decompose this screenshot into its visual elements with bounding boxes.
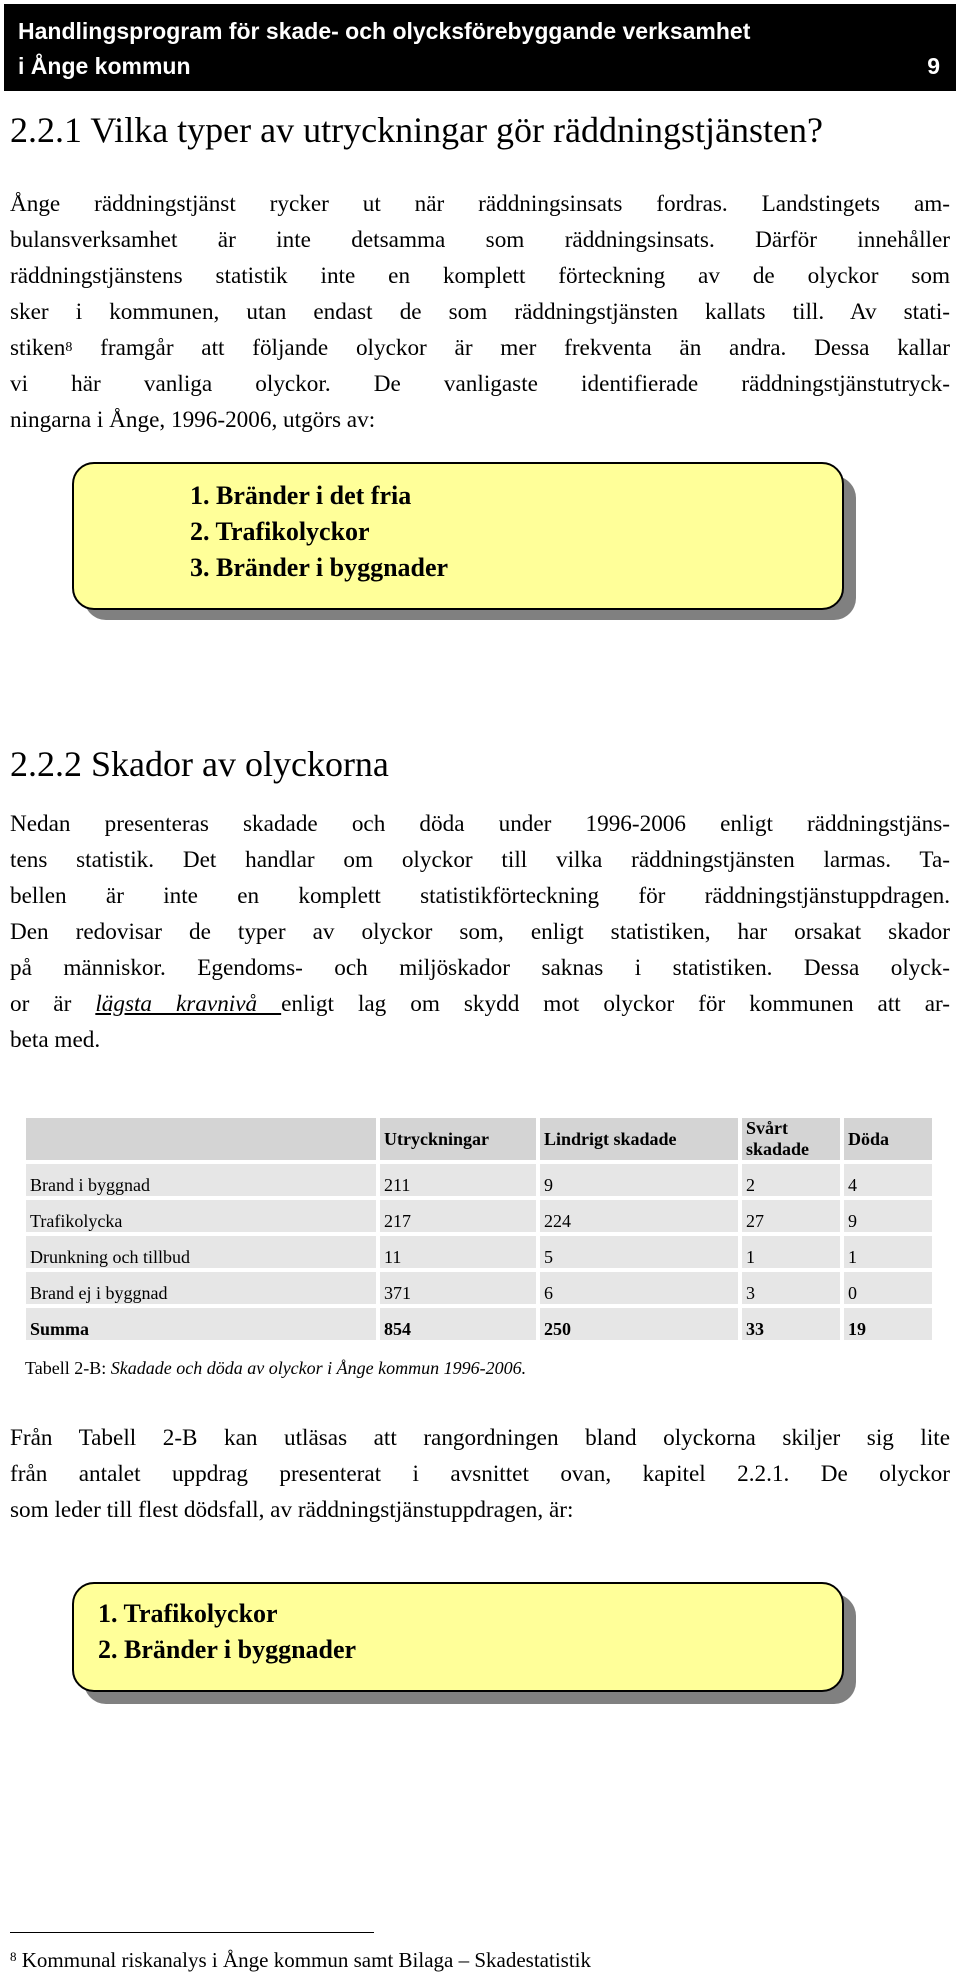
section2-paragraph — [10, 806, 950, 1058]
line-prefix: or är — [10, 991, 96, 1017]
section-heading-2-2-2: 2.2.2 Skador av olyckorna — [10, 744, 389, 784]
paragraph-line: från antalet uppdrag presenterat i avsnittet ovan, kapitel 2.2.1. De olyckor — [10, 1461, 950, 1487]
list-item: 3. Bränder i byggnader — [190, 553, 449, 582]
paragraph-line: på människor. Egendoms- och miljöskador saknas i statistiken. Dessa olyck- — [10, 955, 950, 981]
table-cell: Brand ej i byggnad — [26, 1272, 376, 1304]
table-cell: 4 — [844, 1164, 932, 1196]
table-cell: 0 — [844, 1272, 932, 1304]
table-cell: 33 — [742, 1308, 840, 1340]
header-title-line1: Handlingsprogram för skade- och olycksförebyggande verksamhet — [18, 18, 751, 44]
paragraph-line — [10, 330, 950, 366]
table-header-row — [26, 1118, 932, 1160]
line-suffix: enligt lag om skydd mot olyckor för kommunen att ar- — [281, 991, 950, 1017]
callout-common-accidents — [72, 462, 844, 610]
footnote-text: Kommunal riskanalys i Ånge kommun samt Bilaga – Skadestatistik — [16, 1948, 592, 1972]
table-caption — [25, 1358, 526, 1379]
table-cell: 250 — [540, 1308, 738, 1340]
table-cell: 1 — [742, 1236, 840, 1268]
table-cell: 854 — [380, 1308, 536, 1340]
table-cell: 5 — [540, 1236, 738, 1268]
table-cell: 9 — [844, 1200, 932, 1232]
table-cell: 2 — [742, 1164, 840, 1196]
table-header-cell: Svårt skadade — [742, 1118, 840, 1160]
table-row — [26, 1272, 932, 1304]
paragraph-line: Från Tabell 2-B kan utläsas att rangordningen bland olyckorna skiljer sig lite — [10, 1425, 950, 1451]
paragraph-line: tens statistik. Det handlar om olyckor till vilka räddningstjänsten larmas. Ta- — [10, 847, 950, 873]
section3-paragraph — [10, 1420, 950, 1528]
callout-deadly-accidents — [72, 1582, 844, 1692]
paragraph-line: ningarna i Ånge, 1996-2006, utgörs av: — [10, 407, 376, 433]
table-cell: 211 — [380, 1164, 536, 1196]
paragraph-line: sker i kommunen, utan endast de som räddningstjänsten kallats till. Av stati- — [10, 299, 950, 325]
list-item: 2. Bränder i byggnader — [98, 1635, 357, 1664]
page-header — [4, 4, 956, 91]
paragraph-line: Den redovisar de typer av olyckor som, enligt statistiken, har orsakat skador — [10, 919, 950, 945]
section-heading-2-2-1: 2.2.1 Vilka typer av utryckningar gör räddningstjänsten? — [10, 110, 823, 150]
injury-statistics-table — [22, 1114, 936, 1344]
table-cell: 6 — [540, 1272, 738, 1304]
table-cell: 224 — [540, 1200, 738, 1232]
paragraph-line: Ånge räddningstjänst rycker ut när räddningsinsats fordras. Landstingets am- — [10, 191, 950, 217]
paragraph-line: beta med. — [10, 1027, 101, 1053]
table-cell: 217 — [380, 1200, 536, 1232]
table-cell: 27 — [742, 1200, 840, 1232]
table-row — [26, 1236, 932, 1268]
section1-paragraph — [10, 186, 950, 438]
footnote — [10, 1946, 591, 1974]
table-row — [26, 1200, 932, 1232]
paragraph-line: räddningstjänstens statistik inte en komplett förteckning av de olyckor som — [10, 263, 950, 289]
line-prefix: stiken — [10, 335, 66, 361]
table-cell: 371 — [380, 1272, 536, 1304]
common-accidents-list — [190, 478, 842, 586]
table-header-cell: Döda — [844, 1118, 932, 1160]
caption-label: Tabell 2-B: — [25, 1358, 111, 1378]
list-item: 1. Trafikolyckor — [98, 1599, 278, 1628]
deadly-accidents-list — [98, 1596, 842, 1668]
table-cell: 1 — [844, 1236, 932, 1268]
line-rest: framgår att följande olyckor är mer frekventa än andra. Dessa kallar — [100, 335, 951, 361]
lagsta-kravniva-link[interactable]: lägsta kravnivå — [95, 991, 282, 1017]
table-header-cell: Lindrigt skadade — [540, 1118, 738, 1160]
table-cell: Summa — [26, 1308, 376, 1340]
paragraph-line: bulansverksamhet är inte detsamma som räddningsinsats. Därför innehåller — [10, 227, 950, 253]
table-cell: Brand i byggnad — [26, 1164, 376, 1196]
list-item: 2. Trafikolyckor — [190, 517, 370, 546]
header-title-line2: i Ånge kommun — [18, 53, 191, 79]
paragraph-line: Nedan presenteras skadade och döda under 1996-2006 enligt räddningstjäns- — [10, 811, 950, 837]
table-cell: 11 — [380, 1236, 536, 1268]
paragraph-line — [10, 986, 950, 1022]
table-cell: 3 — [742, 1272, 840, 1304]
caption-text: Skadade och döda av olyckor i Ånge kommun 1996-2006. — [110, 1358, 527, 1378]
footnote-ref[interactable]: 8 — [65, 340, 73, 355]
table-cell: 19 — [844, 1308, 932, 1340]
paragraph-line: bellen är inte en komplett statistikförteckning för räddningstjänstuppdragen. — [10, 883, 950, 909]
table-header-cell — [26, 1118, 376, 1160]
table-cell: Drunkning och tillbud — [26, 1236, 376, 1268]
footnote-separator — [10, 1932, 374, 1933]
table-header-cell: Utryckningar — [380, 1118, 536, 1160]
list-item: 1. Bränder i det fria — [190, 481, 412, 510]
footnote-number: 8 — [10, 1949, 17, 1964]
paragraph-line: som leder till flest dödsfall, av räddningstjänstuppdragen, är: — [10, 1497, 574, 1523]
table-sum-row — [26, 1308, 932, 1340]
table-cell: 9 — [540, 1164, 738, 1196]
table-cell: Trafikolycka — [26, 1200, 376, 1232]
page-number: 9 — [927, 53, 940, 79]
table-row — [26, 1164, 932, 1196]
paragraph-line: vi här vanliga olyckor. De vanligaste identifierade räddningstjänstutryck- — [10, 371, 950, 397]
